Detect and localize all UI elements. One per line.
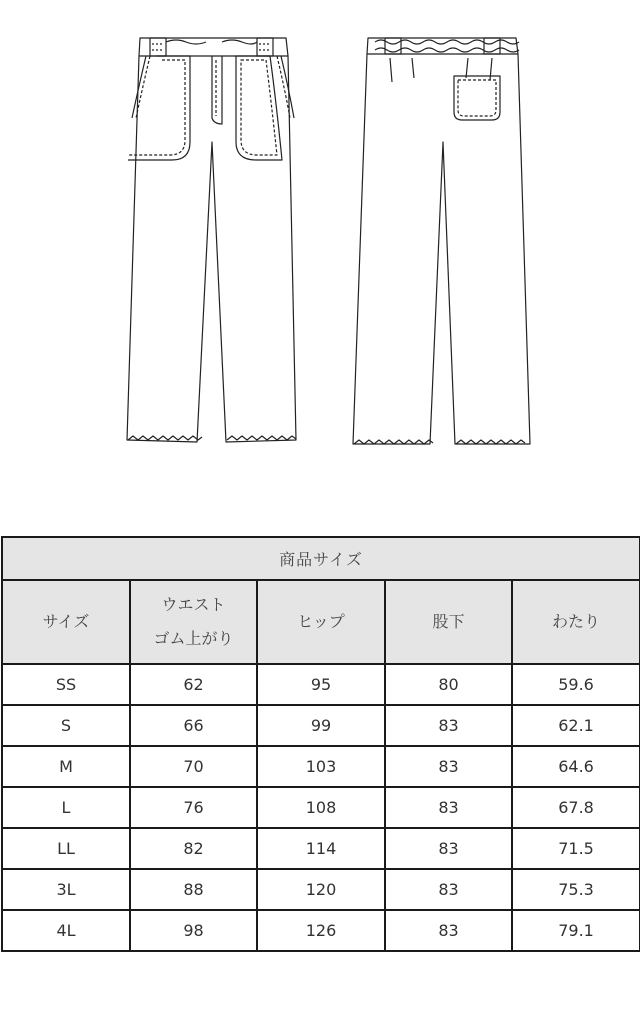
header-waist bbox=[130, 580, 257, 664]
cell-thigh: 64.6 bbox=[512, 746, 640, 787]
cell-thigh: 79.1 bbox=[512, 910, 640, 951]
pants-back-view bbox=[353, 38, 530, 444]
cell-thigh: 67.8 bbox=[512, 787, 640, 828]
cell-waist: 62 bbox=[130, 664, 257, 705]
cell-thigh: 59.6 bbox=[512, 664, 640, 705]
cell-size: M bbox=[2, 746, 130, 787]
header-inseam-label: 股下 bbox=[432, 612, 465, 631]
cell-size: 4L bbox=[2, 910, 130, 951]
table-row bbox=[2, 705, 640, 746]
cell-hip: 120 bbox=[257, 869, 385, 910]
header-hip bbox=[257, 580, 385, 664]
table-row bbox=[2, 910, 640, 951]
header-inseam bbox=[385, 580, 512, 664]
table-row bbox=[2, 746, 640, 787]
header-thigh-label: わたり bbox=[552, 612, 601, 631]
table-row bbox=[2, 664, 640, 705]
header-waist-sublabel: ゴム上がり bbox=[153, 629, 234, 648]
cell-waist: 70 bbox=[130, 746, 257, 787]
cell-inseam: 83 bbox=[385, 828, 512, 869]
header-size-label: サイズ bbox=[42, 612, 90, 631]
cell-size: 3L bbox=[2, 869, 130, 910]
cell-size: SS bbox=[2, 664, 130, 705]
table-header-row bbox=[2, 580, 640, 664]
table-body bbox=[2, 664, 640, 951]
header-thigh bbox=[512, 580, 640, 664]
cell-hip: 95 bbox=[257, 664, 385, 705]
header-size bbox=[2, 580, 130, 664]
cell-inseam: 80 bbox=[385, 664, 512, 705]
pants-front-view bbox=[127, 38, 296, 442]
table-title: 商品サイズ bbox=[2, 537, 640, 580]
cell-size: S bbox=[2, 705, 130, 746]
cell-thigh: 62.1 bbox=[512, 705, 640, 746]
cell-thigh: 71.5 bbox=[512, 828, 640, 869]
table-row bbox=[2, 787, 640, 828]
cell-hip: 103 bbox=[257, 746, 385, 787]
cell-waist: 88 bbox=[130, 869, 257, 910]
cell-size: L bbox=[2, 787, 130, 828]
cell-waist: 66 bbox=[130, 705, 257, 746]
table-title-row bbox=[2, 537, 640, 580]
cell-inseam: 83 bbox=[385, 869, 512, 910]
cell-thigh: 75.3 bbox=[512, 869, 640, 910]
cell-waist: 76 bbox=[130, 787, 257, 828]
size-chart-table bbox=[1, 536, 640, 952]
header-hip-label: ヒップ bbox=[297, 612, 345, 631]
cell-size: LL bbox=[2, 828, 130, 869]
cell-inseam: 83 bbox=[385, 787, 512, 828]
cell-hip: 126 bbox=[257, 910, 385, 951]
cell-inseam: 83 bbox=[385, 910, 512, 951]
cell-hip: 108 bbox=[257, 787, 385, 828]
table-row bbox=[2, 869, 640, 910]
cell-hip: 99 bbox=[257, 705, 385, 746]
cell-waist: 98 bbox=[130, 910, 257, 951]
cell-hip: 114 bbox=[257, 828, 385, 869]
header-waist-label: ウエスト bbox=[161, 595, 226, 614]
pants-technical-drawing bbox=[0, 0, 640, 470]
table-row bbox=[2, 828, 640, 869]
cell-inseam: 83 bbox=[385, 746, 512, 787]
cell-inseam: 83 bbox=[385, 705, 512, 746]
cell-waist: 82 bbox=[130, 828, 257, 869]
